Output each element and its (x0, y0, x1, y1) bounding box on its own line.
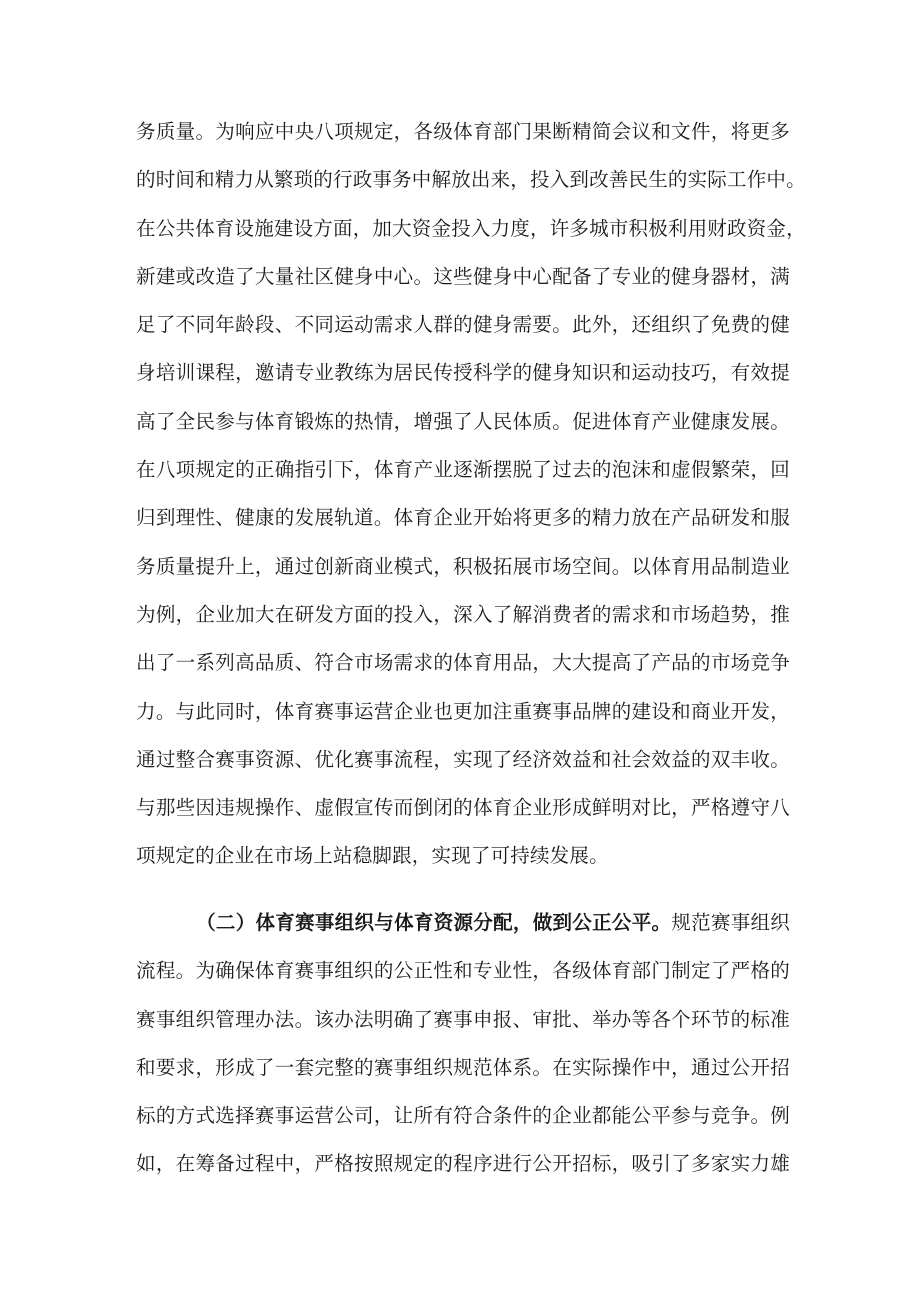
section-heading: （二）体育赛事组织与体育资源分配，做到公正公平。 (196, 911, 672, 934)
paragraph-2-first-line-text: 规范赛事组织 (671, 911, 790, 934)
paragraph-1-line: 力。与此同时，体育赛事运营企业也更加注重赛事品牌的建设和商业开发， (136, 699, 790, 723)
paragraph-1-line: 新建或改造了大量社区健身中心。这些健身中心配备了专业的健身器材，满 (136, 264, 790, 288)
paragraph-1-line: 项规定的企业在市场上站稳脚跟，实现了可持续发展。 (136, 844, 609, 868)
paragraph-1-line: 通过整合赛事资源、优化赛事流程，实现了经济效益和社会效益的双丰收。 (136, 747, 790, 771)
paragraph-1-line: 身培训课程，邀请专业教练为居民传授科学的健身知识和运动技巧，有效提 (136, 361, 790, 385)
paragraph-1-line: 在公共体育设施建设方面，加大资金投入力度，许多城市积极利用财政资金， (136, 216, 806, 240)
paragraph-2-line: 赛事组织管理办法。该办法明确了赛事申报、审批、举办等各个环节的标准 (136, 1007, 790, 1031)
paragraph-1-line: 的时间和精力从繁琐的行政事务中解放出来，投入到改善民生的实际工作中。 (136, 168, 806, 192)
paragraph-1-line: 出了一系列高品质、符合市场需求的体育用品，大大提高了产品的市场竞争 (136, 651, 790, 675)
paragraph-1-line: 在八项规定的正确指引下，体育产业逐渐摆脱了过去的泡沫和虚假繁荣，回 (136, 458, 790, 482)
paragraph-2 (136, 899, 790, 1189)
paragraph-2-line: 流程。为确保体育赛事组织的公正性和专业性，各级体育部门制定了严格的 (136, 959, 790, 983)
paragraph-1-line: 高了全民参与体育锻炼的热情，增强了人民体质。促进体育产业健康发展。 (136, 409, 790, 433)
paragraph-2-line: 和要求，形成了一套完整的赛事组织规范体系。在实际操作中，通过公开招 (136, 1055, 790, 1079)
paragraph-1-line: 为例，企业加大在研发方面的投入，深入了解消费者的需求和市场趋势，推 (136, 602, 790, 626)
paragraph-2-first-line (136, 899, 790, 947)
paragraph-2-line: 标的方式选择赛事运营公司，让所有符合条件的企业都能公平参与竞争。例 (136, 1104, 790, 1128)
paragraph-2-line: 如，在筹备过程中，严格按照规定的程序进行公开招标，吸引了多家实力雄 (136, 1152, 790, 1176)
paragraph-1-line: 与那些因违规操作、虚假宣传而倒闭的体育企业形成鲜明对比，严格遵守八 (136, 796, 790, 820)
paragraph-1-line: 务质量提升上，通过创新商业模式，积极拓展市场空间。以体育用品制造业 (136, 554, 790, 578)
paragraph-1 (136, 108, 806, 881)
paragraph-1-line: 务质量。为响应中央八项规定，各级体育部门果断精简会议和文件，将更多 (136, 120, 790, 143)
paragraph-1-line: 归到理性、健康的发展轨道。体育企业开始将更多的精力放在产品研发和服 (136, 506, 790, 530)
paragraph-1-line: 足了不同年龄段、不同运动需求人群的健身需要。此外，还组织了免费的健 (136, 313, 790, 337)
